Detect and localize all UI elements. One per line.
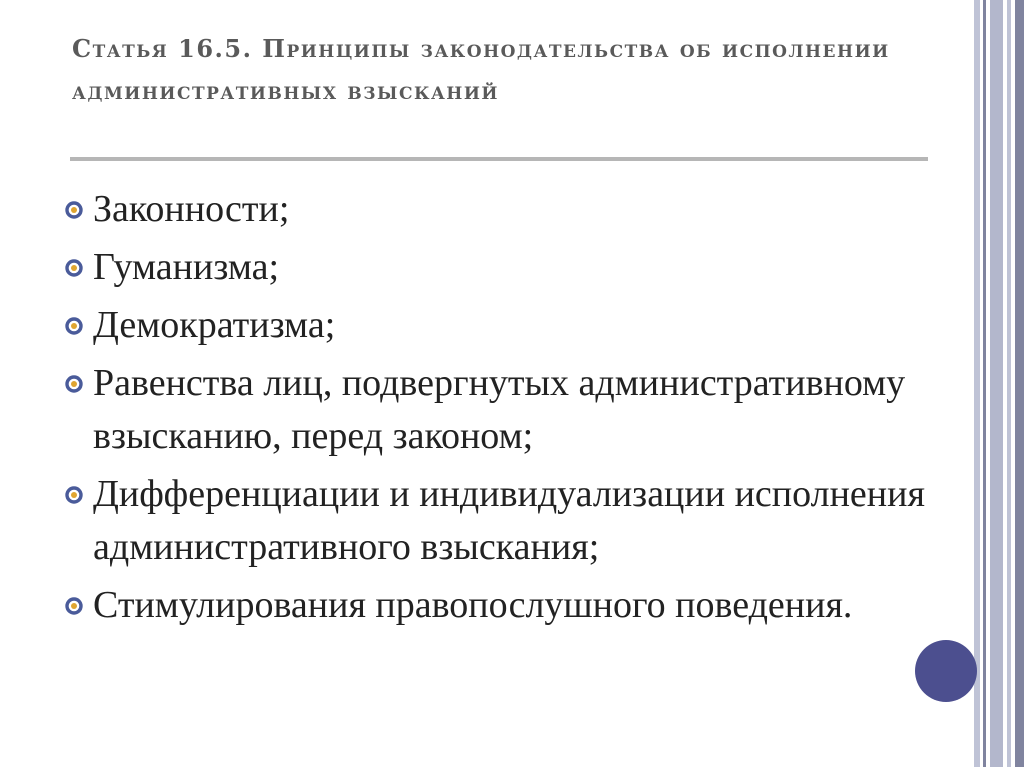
circle-decoration-icon [915,640,977,702]
list-item [64,468,964,574]
ring-bullet-icon [64,258,84,278]
title-underline [70,157,928,161]
list-item-text: Равенства лиц, подвергнутых административному взысканию, перед законом; [93,362,906,457]
list-item [64,299,964,352]
list-item-text: Стимулирования правопослушного поведения. [93,584,853,626]
ring-bullet-icon [64,200,84,220]
ring-bullet-icon [64,485,84,505]
side-bar [990,0,1003,767]
list-item [64,183,964,236]
side-decor-bars [974,0,1024,767]
slide-title: Статья 16.5. Принципы законодательства об исполнении административных взысканий [72,34,890,105]
list-item-text: Гуманизма; [93,246,280,288]
list-item [64,357,964,463]
list-item-text: Демократизма; [93,304,336,346]
list-item-text: Дифференциации и индивидуализации исполнения административного взыскания; [93,473,925,568]
list-item [64,241,964,294]
list-item-text: Законности; [93,188,290,230]
ring-bullet-icon [64,316,84,336]
side-bar [1007,0,1011,767]
ring-bullet-icon [64,374,84,394]
side-bar [983,0,986,767]
bullet-list [64,183,964,637]
side-bar [974,0,980,767]
side-bar [1015,0,1024,767]
list-item [64,579,964,632]
ring-bullet-icon [64,596,84,616]
